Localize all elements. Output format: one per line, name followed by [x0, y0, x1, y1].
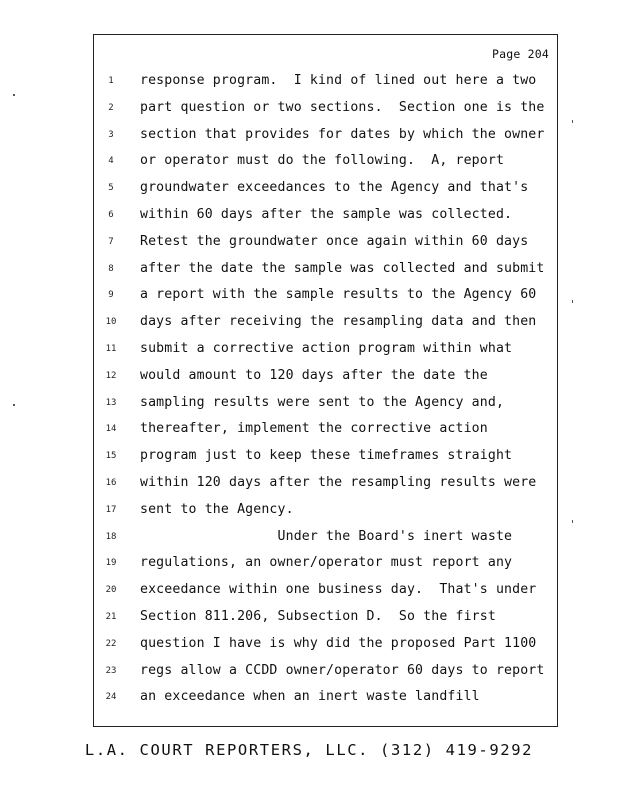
- transcript-line: [94, 367, 559, 397]
- scan-speck: [13, 404, 15, 406]
- transcript-page: [93, 34, 558, 727]
- transcript-line: [94, 423, 559, 450]
- line-number: 15: [105, 451, 117, 462]
- line-number: 17: [105, 504, 117, 515]
- transcript-line: [94, 343, 559, 370]
- line-text: or operator must do the following. A, report: [140, 153, 505, 169]
- transcript-line: [94, 316, 559, 343]
- line-text: part question or two sections. Section one is the: [140, 99, 545, 115]
- line-text: response program. I kind of lined out here a two: [140, 73, 537, 88]
- line-number: 8: [108, 263, 114, 274]
- line-text: days after receiving the resampling data and then: [140, 314, 537, 330]
- line-text: sent to the Agency.: [140, 501, 294, 517]
- line-text: exceedance within one business day. That's under: [140, 582, 537, 598]
- transcript-line: [94, 584, 559, 611]
- line-number: 10: [105, 317, 117, 328]
- line-number: 18: [105, 531, 117, 542]
- line-number: 24: [105, 692, 117, 703]
- transcript-line: [94, 75, 559, 102]
- line-text: question I have is why did the proposed Part 1100: [140, 635, 537, 651]
- line-number: 12: [105, 370, 117, 381]
- line-number: 16: [105, 478, 117, 488]
- court-reporter-footer: L.A. COURT REPORTERS, LLC. (312) 419-9292: [84, 741, 534, 759]
- line-text: after the date the sample was collected and submit: [140, 260, 545, 276]
- transcript-line: [94, 155, 559, 182]
- line-number: 14: [105, 424, 117, 435]
- transcript-line: [94, 501, 559, 531]
- transcript-line: [94, 557, 559, 584]
- transcript-line: [94, 394, 559, 424]
- line-text: Retest the groundwater once again within 60 days: [140, 233, 529, 249]
- line-text: an exceedance when an inert waste landfill: [140, 689, 480, 705]
- line-text: sampling results were sent to the Agency and,: [140, 394, 505, 410]
- transcript-line: [94, 99, 559, 129]
- line-text: thereafter, implement the corrective action: [140, 421, 488, 437]
- transcript-line: [94, 635, 559, 665]
- line-text: submit a corrective action program within what: [140, 341, 513, 356]
- scan-speck: [13, 94, 15, 96]
- transcript-line: [94, 182, 559, 209]
- transcript-line: [94, 126, 559, 156]
- scan-speck: [572, 520, 573, 523]
- line-text: within 60 days after the sample was collected.: [140, 207, 513, 222]
- line-number: 20: [105, 585, 117, 596]
- transcript-line: [94, 528, 559, 558]
- transcript-line: [94, 662, 559, 692]
- transcript-line: [94, 477, 559, 504]
- line-number: 23: [105, 665, 117, 676]
- line-number: 7: [108, 236, 114, 247]
- line-text: would amount to 120 days after the date the: [140, 367, 488, 383]
- line-text: Section 811.206, Subsection D. So the first: [140, 609, 496, 624]
- line-number: 9: [108, 290, 114, 301]
- line-number: 11: [105, 344, 117, 354]
- line-number: 6: [108, 210, 114, 220]
- transcript-line: [94, 611, 559, 638]
- scan-speck: [572, 120, 573, 123]
- line-number: 2: [108, 102, 114, 113]
- line-number: 21: [105, 612, 117, 622]
- line-text: groundwater exceedances to the Agency and that's: [140, 180, 529, 196]
- line-text: within 120 days after the resampling results were: [140, 475, 537, 490]
- page-number: Page 204: [492, 47, 549, 61]
- line-number: 4: [108, 156, 114, 167]
- line-number: 19: [105, 558, 117, 569]
- transcript-line: [94, 209, 559, 236]
- line-number: 22: [105, 638, 117, 649]
- transcript-line: [94, 233, 559, 263]
- line-number: 3: [108, 129, 114, 140]
- line-text: regulations, an owner/operator must report any: [140, 555, 513, 571]
- scan-speck: [572, 300, 573, 303]
- line-text: Under the Board's inert waste: [140, 528, 513, 544]
- transcript-line: [94, 691, 559, 718]
- line-number: 5: [108, 183, 114, 194]
- line-number: 13: [105, 397, 117, 408]
- transcript-line: [94, 289, 559, 316]
- line-number: 1: [108, 76, 114, 86]
- line-text: a report with the sample results to the Agency 60: [140, 287, 537, 303]
- line-text: program just to keep these timeframes straight: [140, 448, 513, 464]
- transcript-line: [94, 450, 559, 477]
- line-text: regs allow a CCDD owner/operator 60 days to report: [140, 662, 545, 678]
- transcript-line: [94, 260, 559, 290]
- line-text: section that provides for dates by which the owner: [140, 126, 545, 142]
